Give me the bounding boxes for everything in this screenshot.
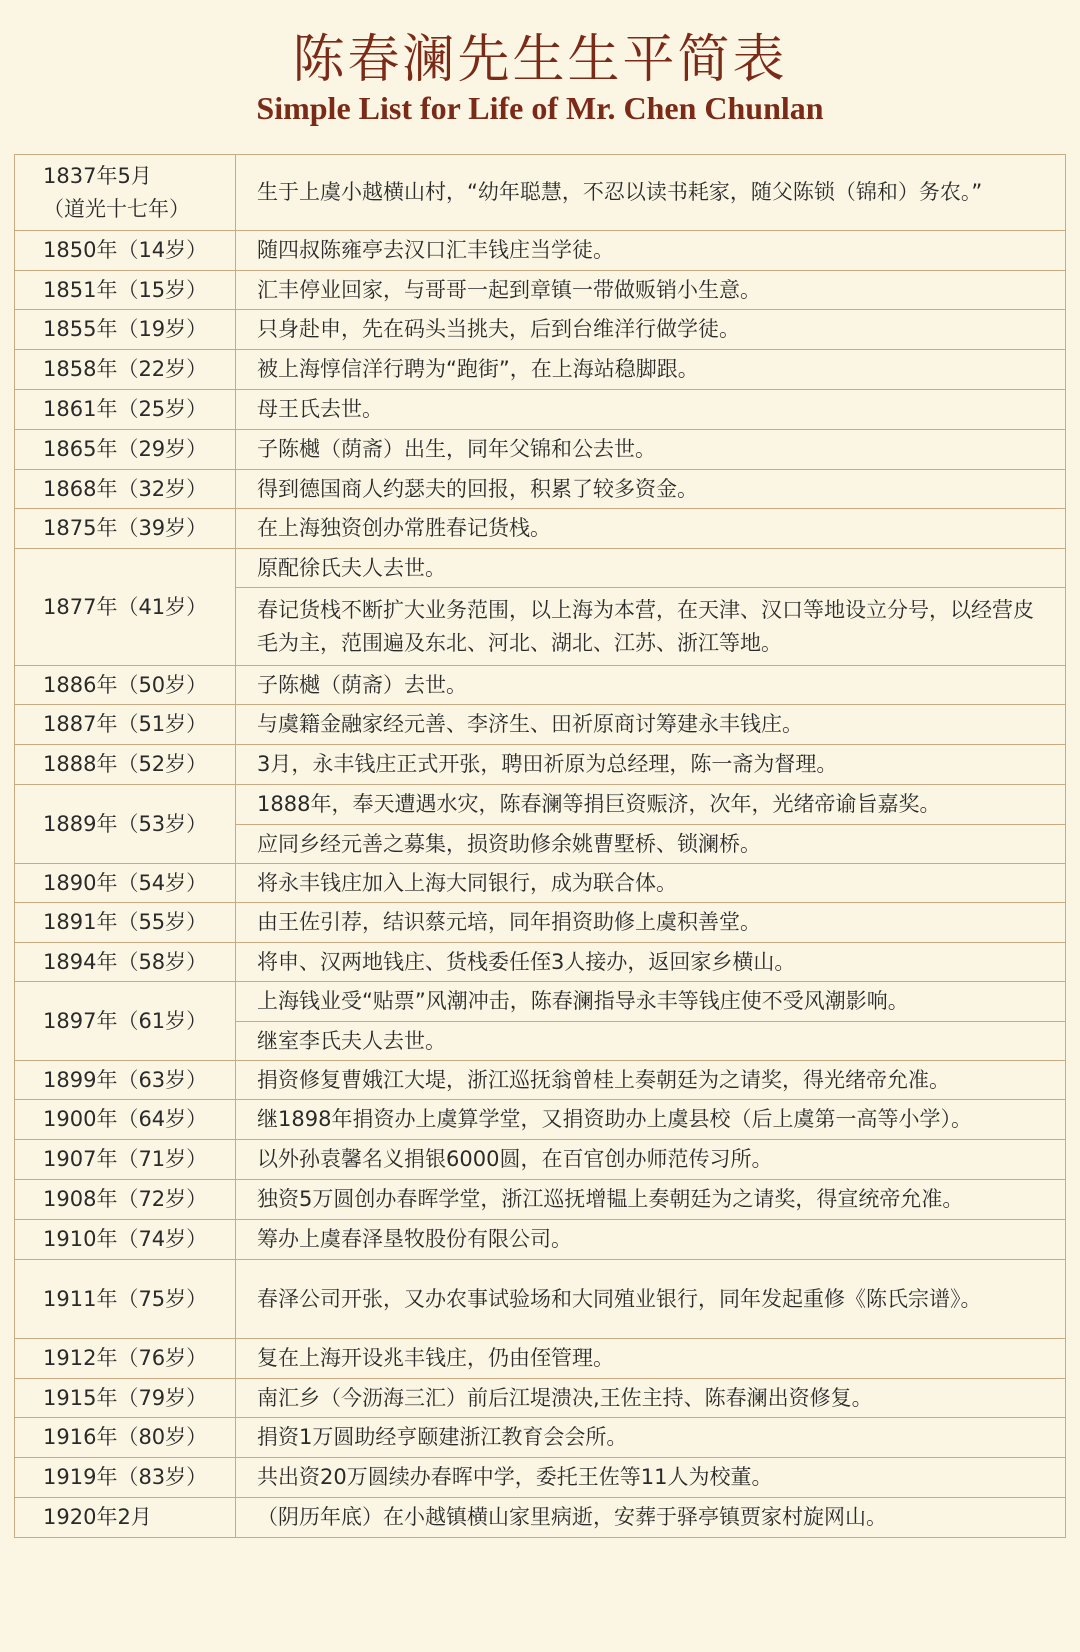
event-text: 与虞籍金融家经元善、李济生、田祈原商讨筹建永丰钱庄。 bbox=[257, 712, 803, 736]
events-cell bbox=[236, 705, 1065, 744]
events-cell bbox=[236, 1498, 1065, 1537]
event-text: 复在上海开设兆丰钱庄，仍由侄管理。 bbox=[257, 1346, 614, 1370]
date-cell bbox=[15, 1140, 236, 1179]
date-cell bbox=[15, 1498, 236, 1537]
event-text: 将申、汉两地钱庄、货栈委任侄3人接办，返回家乡横山。 bbox=[257, 949, 796, 974]
event-text: 1888年，奉天遭遇水灾，陈春澜等捐巨资赈济，次年，光绪帝谕旨嘉奖。 bbox=[257, 792, 941, 816]
table-row bbox=[15, 1260, 1065, 1339]
event-text: 以外孙袁馨名义捐银6000圆，在百官创办师范传习所。 bbox=[257, 1147, 773, 1171]
table-row bbox=[15, 1339, 1065, 1379]
date-cell bbox=[15, 350, 236, 389]
table-row bbox=[15, 231, 1065, 271]
events-cell bbox=[236, 1220, 1065, 1259]
date-cell bbox=[15, 549, 236, 665]
table-row bbox=[15, 1180, 1065, 1220]
event-item bbox=[236, 1379, 1065, 1417]
table-row bbox=[15, 430, 1065, 470]
table-row bbox=[15, 1498, 1065, 1538]
event-item bbox=[236, 903, 1065, 942]
events-cell bbox=[236, 1180, 1065, 1219]
events-cell bbox=[236, 390, 1065, 429]
event-item bbox=[236, 549, 1065, 588]
event-item bbox=[236, 745, 1065, 784]
event-item bbox=[236, 1458, 1065, 1497]
date-text: 1907年（71岁） bbox=[43, 1147, 208, 1171]
date-cell bbox=[15, 1418, 236, 1457]
event-item bbox=[236, 1022, 1065, 1061]
table-row bbox=[15, 1379, 1065, 1418]
date-text: 1855年（19岁） bbox=[43, 317, 208, 341]
event-item bbox=[236, 509, 1065, 548]
table-row bbox=[15, 470, 1065, 509]
event-text: 汇丰停业回家，与哥哥一起到章镇一带做贩销小生意。 bbox=[257, 277, 761, 302]
date-text: 1911年（75岁） bbox=[43, 1286, 208, 1311]
date-text: 1912年（76岁） bbox=[43, 1346, 208, 1370]
table-row bbox=[15, 982, 1065, 1061]
event-item bbox=[236, 666, 1065, 704]
events-cell bbox=[236, 549, 1065, 665]
event-text: 筹办上虞春泽垦牧股份有限公司。 bbox=[257, 1227, 572, 1251]
event-text: 被上海惇信洋行聘为“跑街”，在上海站稳脚跟。 bbox=[257, 357, 699, 381]
table-row bbox=[15, 1418, 1065, 1458]
events-cell bbox=[236, 310, 1065, 349]
table-row bbox=[15, 310, 1065, 350]
events-cell bbox=[236, 1418, 1065, 1457]
event-text: 3月，永丰钱庄正式开张，聘田祈原为总经理，陈一斋为督理。 bbox=[257, 752, 838, 776]
event-text: 春泽公司开张，又办农事试验场和大同殖业银行，同年发起重修《陈氏宗谱》。 bbox=[257, 1286, 982, 1311]
date-cell bbox=[15, 1220, 236, 1259]
date-text: 1886年（50岁） bbox=[43, 672, 208, 697]
events-cell bbox=[236, 1100, 1065, 1139]
date-cell bbox=[15, 903, 236, 942]
table-row bbox=[15, 390, 1065, 430]
date-text: （道光十七年） bbox=[43, 196, 190, 221]
table-row bbox=[15, 155, 1065, 231]
date-cell bbox=[15, 1339, 236, 1378]
event-item bbox=[236, 982, 1065, 1022]
events-cell bbox=[236, 666, 1065, 704]
event-text: 在上海独资创办常胜春记货栈。 bbox=[257, 516, 551, 540]
date-cell bbox=[15, 470, 236, 508]
date-cell bbox=[15, 1061, 236, 1099]
date-cell bbox=[15, 509, 236, 548]
date-text: 1887年（51岁） bbox=[43, 712, 208, 736]
date-text: 1851年（15岁） bbox=[43, 277, 208, 302]
date-cell bbox=[15, 155, 236, 230]
event-item bbox=[236, 310, 1065, 349]
event-text: 将永丰钱庄加入上海大同银行，成为联合体。 bbox=[257, 870, 677, 895]
event-item bbox=[236, 705, 1065, 744]
event-item bbox=[236, 1498, 1065, 1537]
date-cell bbox=[15, 310, 236, 349]
events-cell bbox=[236, 271, 1065, 309]
event-item bbox=[236, 350, 1065, 389]
date-text: 1916年（80岁） bbox=[43, 1425, 208, 1449]
event-item bbox=[236, 1260, 1065, 1338]
page-subtitle: Simple List for Life of Mr. Chen Chunlan bbox=[256, 90, 824, 126]
events-cell bbox=[236, 1140, 1065, 1179]
timeline-table bbox=[14, 154, 1066, 1538]
date-text: 1890年（54岁） bbox=[43, 870, 208, 895]
events-cell bbox=[236, 982, 1065, 1060]
event-text: 生于上虞小越横山村，“幼年聪慧，不忍以读书耗家，随父陈锁（锦和）务农。” bbox=[257, 180, 983, 204]
date-cell bbox=[15, 390, 236, 429]
table-row bbox=[15, 666, 1065, 705]
date-cell bbox=[15, 864, 236, 902]
event-item bbox=[236, 825, 1065, 864]
event-item bbox=[236, 1180, 1065, 1219]
table-row bbox=[15, 1458, 1065, 1498]
date-text: 1908年（72岁） bbox=[43, 1187, 208, 1211]
date-text: 1877年（41岁） bbox=[43, 594, 208, 619]
date-cell bbox=[15, 1100, 236, 1139]
event-text: 得到德国商人约瑟夫的回报，积累了较多资金。 bbox=[257, 476, 698, 501]
date-text: 1915年（79岁） bbox=[43, 1385, 208, 1410]
date-text: 1920年2月 bbox=[43, 1505, 152, 1529]
event-item bbox=[236, 864, 1065, 902]
date-text: 1910年（74岁） bbox=[43, 1227, 208, 1251]
events-cell bbox=[236, 350, 1065, 389]
table-row bbox=[15, 1061, 1065, 1100]
events-cell bbox=[236, 745, 1065, 784]
table-row bbox=[15, 509, 1065, 549]
events-cell bbox=[236, 509, 1065, 548]
date-cell bbox=[15, 666, 236, 704]
date-text: 1919年（83岁） bbox=[43, 1465, 208, 1489]
event-text: 应同乡经元善之募集，损资助修余姚曹墅桥、锁澜桥。 bbox=[257, 832, 761, 856]
date-text: 1889年（53岁） bbox=[43, 811, 208, 836]
event-text: 母王氏去世。 bbox=[257, 397, 383, 421]
event-item bbox=[236, 943, 1065, 981]
table-row bbox=[15, 705, 1065, 745]
date-text: 1900年（64岁） bbox=[43, 1107, 208, 1131]
date-text: 1899年（63岁） bbox=[43, 1067, 208, 1092]
event-item bbox=[236, 785, 1065, 825]
event-text: 继1898年捐资办上虞算学堂，又捐资助办上虞县校（后上虞第一高等小学）。 bbox=[257, 1107, 972, 1131]
event-text: 南汇乡（今沥海三汇）前后江堤溃决,王佐主持、陈春澜出资修复。 bbox=[257, 1385, 873, 1410]
events-cell bbox=[236, 943, 1065, 981]
page-title: 陈春澜先生生平简表 bbox=[292, 30, 788, 90]
date-cell bbox=[15, 1260, 236, 1338]
date-text: 1858年（22岁） bbox=[43, 357, 208, 381]
events-cell bbox=[236, 1260, 1065, 1338]
table-row bbox=[15, 903, 1065, 943]
event-item bbox=[236, 430, 1065, 469]
event-text: 子陈樾（荫斋）去世。 bbox=[257, 672, 467, 697]
date-cell bbox=[15, 430, 236, 469]
event-item bbox=[236, 1140, 1065, 1179]
events-cell bbox=[236, 1379, 1065, 1417]
table-row bbox=[15, 745, 1065, 785]
event-text: 只身赴申，先在码头当挑夫，后到台维洋行做学徒。 bbox=[257, 317, 740, 341]
date-cell bbox=[15, 1379, 236, 1417]
date-text: 1861年（25岁） bbox=[43, 397, 208, 421]
table-row bbox=[15, 271, 1065, 310]
event-item bbox=[236, 470, 1065, 508]
table-row bbox=[15, 943, 1065, 982]
events-cell bbox=[236, 1061, 1065, 1099]
table-row bbox=[15, 549, 1065, 666]
date-cell bbox=[15, 943, 236, 981]
events-cell bbox=[236, 231, 1065, 270]
events-cell bbox=[236, 903, 1065, 942]
table-row bbox=[15, 785, 1065, 864]
event-text: 子陈樾（荫斋）出生，同年父锦和公去世。 bbox=[257, 437, 656, 461]
date-cell bbox=[15, 1458, 236, 1497]
date-cell bbox=[15, 705, 236, 744]
table-row bbox=[15, 1140, 1065, 1180]
table-row bbox=[15, 1100, 1065, 1140]
events-cell bbox=[236, 864, 1065, 902]
event-item bbox=[236, 588, 1065, 666]
events-cell bbox=[236, 155, 1065, 230]
events-cell bbox=[236, 785, 1065, 863]
date-cell bbox=[15, 785, 236, 863]
date-cell bbox=[15, 982, 236, 1060]
date-text: 1891年（55岁） bbox=[43, 910, 208, 934]
event-text: 独资5万圆创办春晖学堂，浙江巡抚增韫上奏朝廷为之请奖，得宣统帝允准。 bbox=[257, 1187, 964, 1211]
event-text: 上海钱业受“贴票”风潮冲击，陈春澜指导永丰等钱庄使不受风潮影响。 bbox=[257, 989, 909, 1013]
event-item bbox=[236, 390, 1065, 429]
event-text: 捐资修复曹娥江大堤，浙江巡抚翁曾桂上奏朝廷为之请奖，得光绪帝允准。 bbox=[257, 1067, 950, 1092]
event-text: 随四叔陈雍亭去汉口汇丰钱庄当学徒。 bbox=[257, 238, 614, 262]
events-cell bbox=[236, 1458, 1065, 1497]
events-cell bbox=[236, 1339, 1065, 1378]
events-cell bbox=[236, 430, 1065, 469]
event-text: 捐资1万圆助经亨颐建浙江教育会会所。 bbox=[257, 1425, 628, 1449]
date-cell bbox=[15, 1180, 236, 1219]
event-text: 春记货栈不断扩大业务范围，以上海为本营，在天津、汉口等地设立分号，以经营皮毛为主，范围遍及东北、河北、湖北、江苏、浙江等地。 bbox=[257, 598, 1034, 655]
event-item bbox=[236, 155, 1065, 230]
date-text: 1897年（61岁） bbox=[43, 1008, 208, 1033]
event-item bbox=[236, 1100, 1065, 1139]
event-text: 原配徐氏夫人去世。 bbox=[257, 555, 446, 580]
event-text: （阴历年底）在小越镇横山家里病逝，安葬于驿亭镇贾家村旋网山。 bbox=[257, 1505, 887, 1529]
date-cell bbox=[15, 231, 236, 270]
event-text: 继室李氏夫人去世。 bbox=[257, 1029, 446, 1053]
table-row bbox=[15, 864, 1065, 903]
event-item bbox=[236, 1339, 1065, 1378]
date-text: 1894年（58岁） bbox=[43, 949, 208, 974]
table-row bbox=[15, 350, 1065, 390]
event-text: 由王佐引荐，结识蔡元培，同年捐资助修上虞积善堂。 bbox=[257, 910, 761, 934]
event-text: 共出资20万圆续办春晖中学，委托王佐等11人为校董。 bbox=[257, 1465, 773, 1489]
date-text: 1850年（14岁） bbox=[43, 238, 208, 262]
event-item bbox=[236, 231, 1065, 270]
table-row bbox=[15, 1220, 1065, 1260]
event-item bbox=[236, 1220, 1065, 1259]
date-text: 1865年（29岁） bbox=[43, 437, 208, 461]
event-item bbox=[236, 271, 1065, 309]
date-cell bbox=[15, 271, 236, 309]
date-text: 1875年（39岁） bbox=[43, 516, 208, 540]
date-text: 1837年5月 bbox=[43, 163, 152, 188]
date-text: 1888年（52岁） bbox=[43, 752, 208, 776]
event-item bbox=[236, 1418, 1065, 1457]
event-item bbox=[236, 1061, 1065, 1099]
date-cell bbox=[15, 745, 236, 784]
date-text: 1868年（32岁） bbox=[43, 476, 208, 501]
events-cell bbox=[236, 470, 1065, 508]
